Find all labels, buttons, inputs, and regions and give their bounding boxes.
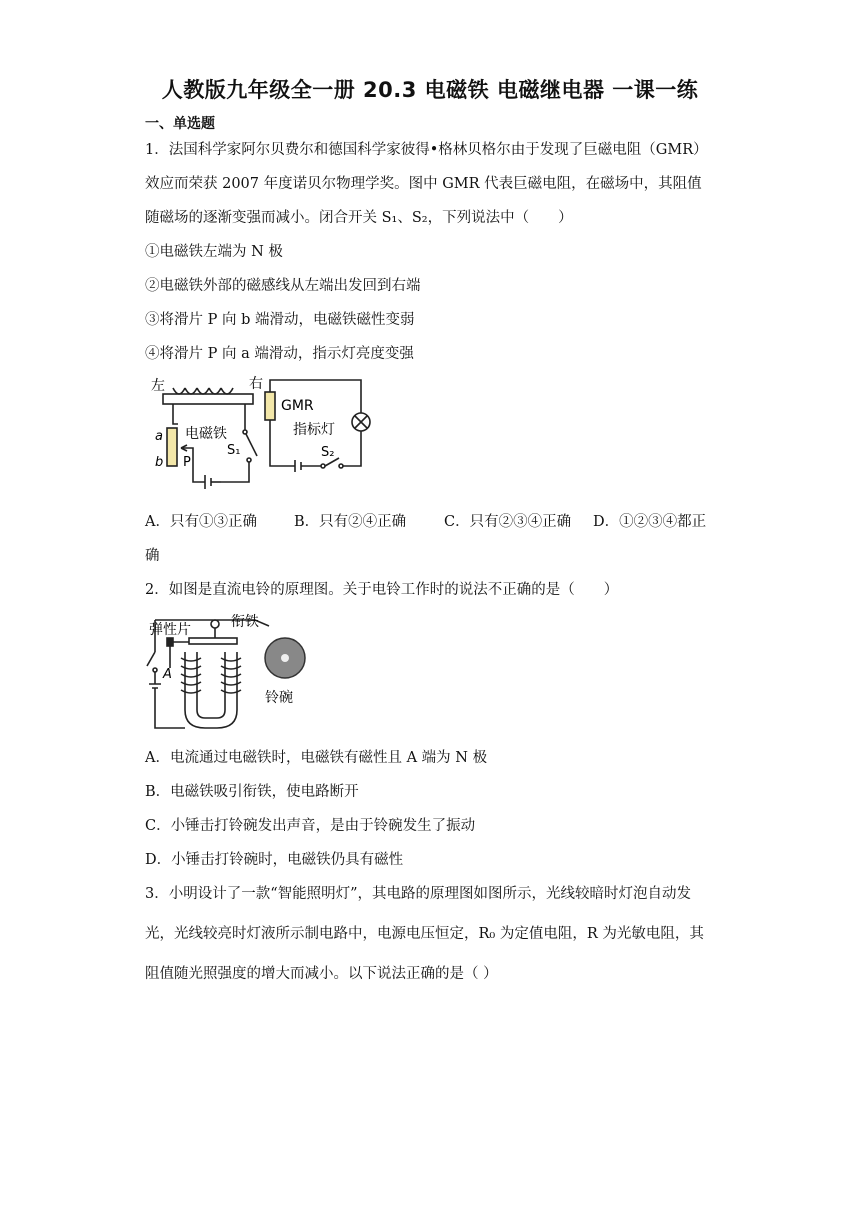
fig1-label-a: a xyxy=(155,429,163,444)
fig1-label-gmr: GMR xyxy=(281,398,314,414)
q1-statement-3: ③将滑片 P 向 b 端滑动，电磁铁磁性变弱 xyxy=(145,312,415,328)
fig2-label-a: A xyxy=(163,667,172,682)
fig1-label-b: b xyxy=(155,455,164,470)
fig1-label-lamp: 指标灯 xyxy=(293,422,335,438)
q2-option-d: D．小锤击打铃碗时，电磁铁仍具有磁性 xyxy=(145,852,404,868)
q1-option-c: C．只有②③④正确 xyxy=(444,514,572,530)
fig1-label-s2: S₂ xyxy=(321,445,335,460)
q2-option-a: A．电流通过电磁铁时，电磁铁有磁性且 A 端为 N 极 xyxy=(145,750,488,766)
q1-statement-1: ①电磁铁左端为 N 极 xyxy=(145,244,283,260)
fig2-label-spring: 弹性片 xyxy=(149,622,191,638)
q1-option-a: A．只有①③正确 xyxy=(145,514,257,530)
section-heading: 一、单选题 xyxy=(145,116,215,132)
q1-option-d: D．①②③④都正 xyxy=(593,514,707,530)
fig1-label-p: P xyxy=(183,455,191,470)
q1-statement-2: ②电磁铁外部的磁感线从左端出发回到右端 xyxy=(145,278,421,294)
q2-bell-figure xyxy=(145,610,315,742)
fig1-label-right: 右 xyxy=(249,376,263,392)
q1-stem-line: 随磁场的逐渐变强而减小。闭合开关 S₁、S₂，下列说法中（ ） xyxy=(145,210,573,226)
q1-stem-line: 效应而荣获 2007 年度诺贝尔物理学奖。图中 GMR 代表巨磁电阻，在磁场中，其阻值 xyxy=(145,176,702,192)
q1-stem-line: 1．法国科学家阿尔贝费尔和德国科学家彼得•格林贝格尔由于发现了巨磁电阻（GMR） xyxy=(145,142,708,158)
fig2-label-armature: 衔铁 xyxy=(231,614,259,630)
q1-circuit-figure xyxy=(145,372,375,500)
fig1-label-s1: S₁ xyxy=(227,443,241,458)
q2-stem: 2．如图是直流电铃的原理图。关于电铃工作时的说法不正确的是（ ） xyxy=(145,582,619,598)
q1-option-b: B．只有②④正确 xyxy=(294,514,407,530)
q1-statement-4: ④将滑片 P 向 a 端滑动，指示灯亮度变强 xyxy=(145,346,414,362)
q2-option-b: B．电磁铁吸引衔铁，使电路断开 xyxy=(145,784,359,800)
fig2-label-bowl: 铃碗 xyxy=(265,690,293,706)
q3-stem-line: 3．小明设计了一款“智能照明灯”，其电路的原理图如图所示，光线较暗时灯泡自动发 xyxy=(145,886,692,902)
page-title: 人教版九年级全一册 20.3 电磁铁 电磁继电器 一课一练 xyxy=(161,78,699,102)
q2-option-c: C．小锤击打铃碗发出声音，是由于铃碗发生了振动 xyxy=(145,818,476,834)
q1-option-d-continued: 确 xyxy=(145,548,160,564)
fig1-label-left: 左 xyxy=(151,378,165,394)
q3-stem-line: 光，光线较亮时灯液所示制电路中，电源电压恒定，R₀ 为定值电阻，R 为光敏电阻，其 xyxy=(145,926,704,942)
q3-stem-line: 阻值随光照强度的增大而减小。以下说法正确的是（ ） xyxy=(145,966,498,982)
fig1-label-electromagnet: 电磁铁 xyxy=(185,426,227,442)
